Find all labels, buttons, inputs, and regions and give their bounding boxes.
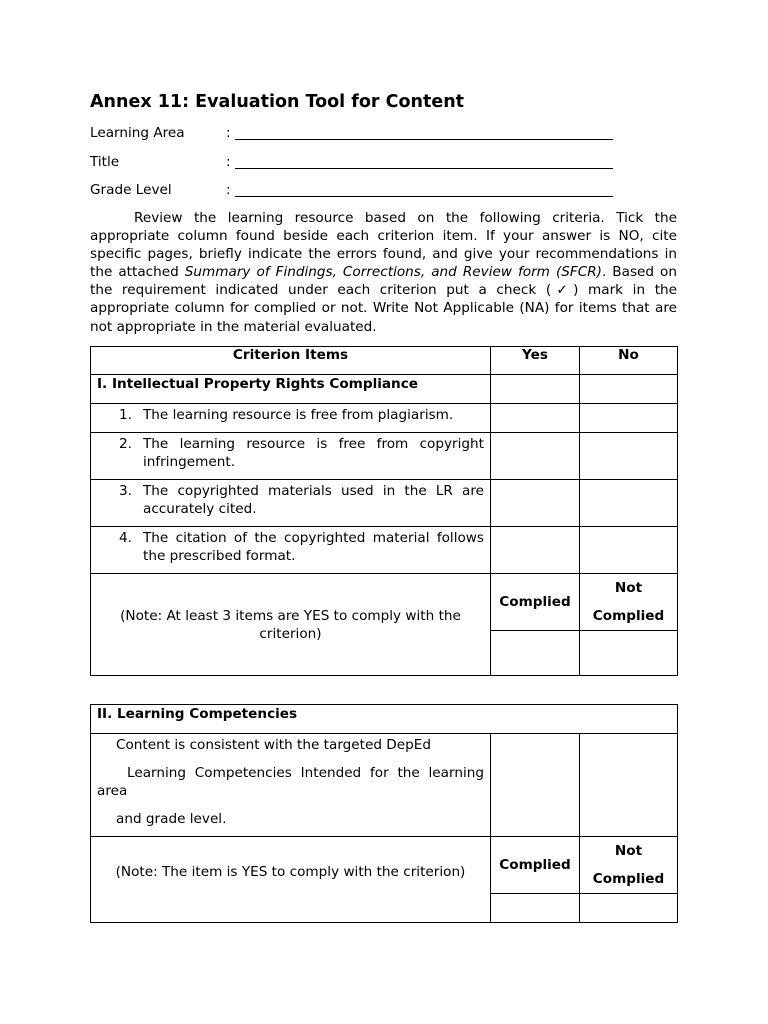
instructions-paragraph [90, 209, 677, 336]
field-colon: : [226, 125, 231, 141]
not-complied-header [580, 574, 678, 631]
no-cell[interactable] [580, 527, 678, 574]
note-cell [91, 837, 491, 923]
yes-cell[interactable] [491, 527, 580, 574]
yes-cell[interactable] [491, 433, 580, 480]
ip-rights-table [90, 346, 678, 676]
complied-label: Complied [592, 871, 665, 887]
no-cell[interactable] [580, 404, 678, 433]
criterion-cell [91, 734, 491, 837]
instructions-text-1: Review the learning resource based on the following criteria. Tick the appropriate column found beside each criterion item. If your answer is NO, cite specific pages, briefly indicate the errors found, and give your recommendations in the attached [90, 210, 677, 281]
field-label: Grade Level [90, 182, 172, 198]
complied-header [491, 837, 580, 894]
not-complied-cell[interactable] [580, 894, 678, 923]
complied-cell[interactable] [491, 894, 580, 923]
note-cell [91, 574, 491, 676]
table-row [91, 433, 678, 480]
no-cell[interactable] [580, 433, 678, 480]
field-label: Learning Area [90, 125, 185, 141]
yes-cell[interactable] [491, 375, 580, 404]
not-complied-cell[interactable] [580, 631, 678, 676]
criterion-line: Content is consistent with the targeted DepEd [116, 737, 431, 753]
compliance-note: (Note: At least 3 items are YES to comply with the criterion) [120, 607, 461, 642]
criterion-cell [91, 404, 491, 433]
not-label: Not [614, 580, 643, 596]
complied-header [491, 574, 580, 631]
complied-label: Complied [499, 857, 571, 873]
complied-cell[interactable] [491, 631, 580, 676]
section-row [91, 705, 678, 734]
field-colon: : [226, 182, 231, 198]
section-row [91, 375, 678, 404]
no-cell[interactable] [580, 480, 678, 527]
document-title: Annex 11: Evaluation Tool for Content [90, 92, 465, 112]
item-number: 2. [119, 436, 132, 452]
no-cell[interactable] [580, 375, 678, 404]
section-title: II. Learning Competencies [91, 705, 678, 734]
item-number: 4. [119, 530, 132, 546]
table-row [91, 734, 678, 837]
criterion-items-header: Criterion Items [91, 347, 491, 375]
yes-cell[interactable] [491, 734, 580, 837]
item-text: The citation of the copyrighted material follows the prescribed format. [143, 530, 484, 564]
yes-cell[interactable] [491, 404, 580, 433]
complied-label: Complied [592, 608, 665, 624]
item-text: The copyrighted materials used in the LR are accurately cited. [143, 483, 484, 517]
field-label: Title [90, 154, 120, 170]
item-number: 3. [119, 483, 132, 499]
sfcr-form-name: Summary of Findings, Corrections, and Review form (SFCR) [184, 264, 602, 281]
not-complied-header [580, 837, 678, 894]
blank-line [235, 168, 613, 169]
item-text: The learning resource is free from plagiarism. [143, 407, 454, 423]
table-row [91, 404, 678, 433]
compliance-note: (Note: The item is YES to comply with the criterion) [115, 864, 466, 880]
instructions-text-2: . Based on the requirement indicated under each criterion put a check (✓) mark in the appropriate column for complied or not. Write Not Applicable (NA) for items that are not appropriate in the material evaluated. [90, 264, 677, 335]
title-field [90, 154, 630, 174]
yes-cell[interactable] [491, 480, 580, 527]
no-cell[interactable] [580, 734, 678, 837]
learning-competencies-table [90, 704, 678, 923]
complied-label: Complied [499, 594, 571, 610]
learning-area-field [90, 125, 630, 145]
item-text: The learning resource is free from copyright infringement. [143, 436, 484, 470]
criterion-cell [91, 527, 491, 574]
not-label: Not [614, 843, 643, 859]
criterion-cell [91, 433, 491, 480]
item-number: 1. [119, 407, 132, 423]
blank-line [235, 139, 613, 140]
section-title: I. Intellectual Property Rights Compliance [91, 375, 491, 404]
compliance-header-row [91, 837, 678, 894]
table-row [91, 480, 678, 527]
criterion-text [91, 734, 490, 828]
grade-level-field [90, 182, 630, 202]
blank-line [235, 196, 613, 197]
compliance-header-row [91, 574, 678, 631]
table-header-row [91, 347, 678, 375]
field-colon: : [226, 154, 231, 170]
criterion-cell [91, 480, 491, 527]
criterion-line: and grade level. [116, 811, 227, 827]
table-row [91, 527, 678, 574]
yes-header: Yes [491, 347, 580, 375]
criterion-line: Learning Competencies Intended for the learning area [97, 765, 484, 799]
no-header: No [580, 347, 678, 375]
